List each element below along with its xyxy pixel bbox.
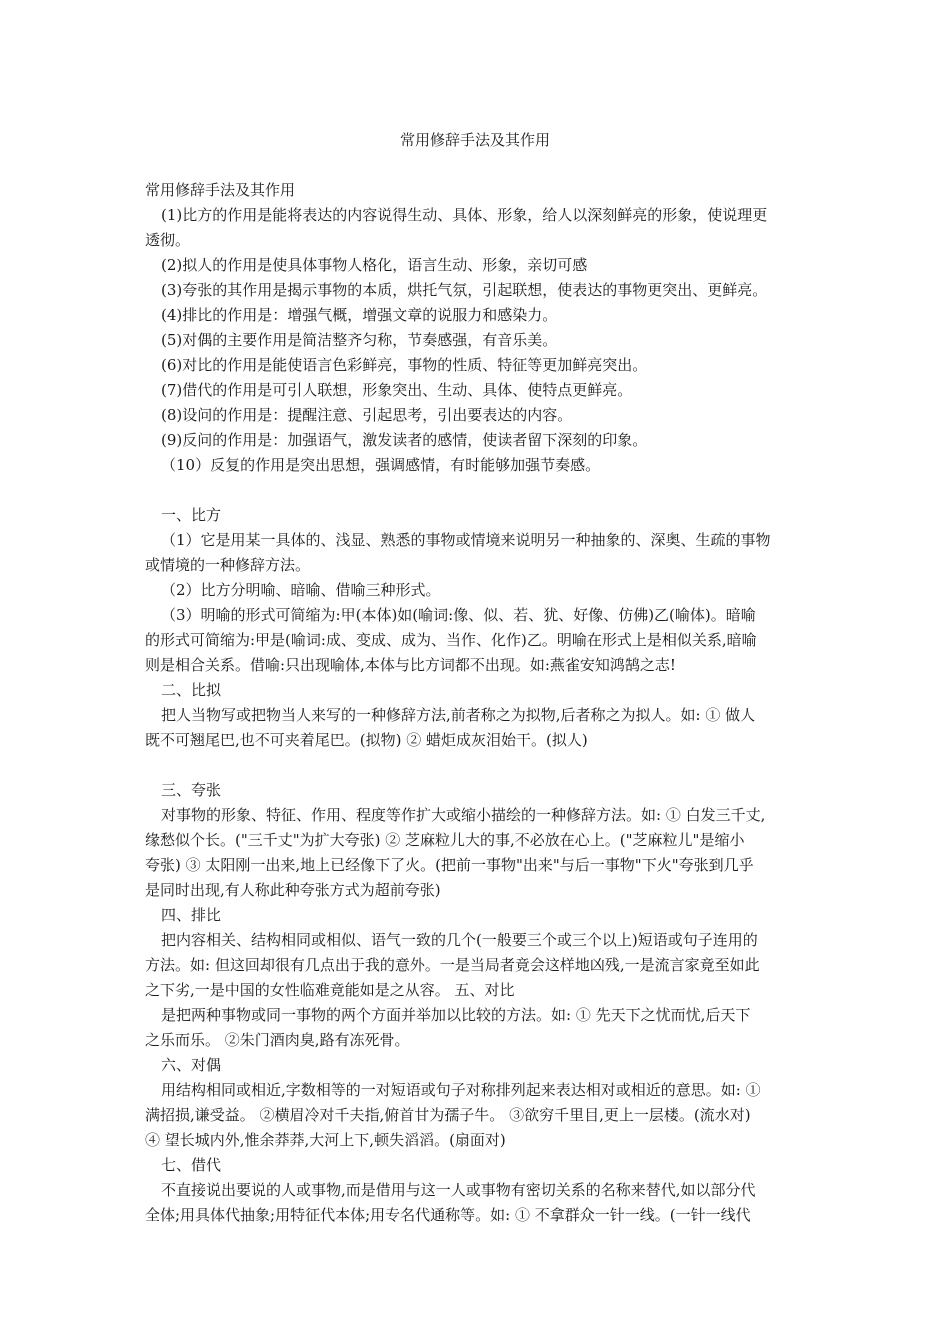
text-line: 之下劣,一是中国的女性临难竟能如是之从容。 五、对比 (145, 981, 515, 999)
text-line: (4)排比的作用是：增强气概，增强文章的说服力和感染力。 (161, 306, 558, 324)
text-line: (9)反问的作用是：加强语气，激发读者的感情，使读者留下深刻的印象。 (161, 431, 648, 449)
text-line: 或情境的一种修辞方法。 (145, 556, 311, 574)
text-line: （10）反复的作用是突出思想，强调感情，有时能够加强节奏感。 (161, 456, 601, 474)
document-title: 常用修辞手法及其作用 (399, 131, 550, 149)
text-line: ④ 望长城内外,惟余莽莽,大河上下,顿失滔滔。(扇面对) (145, 1131, 506, 1149)
text-line: 全体;用具体代抽象;用特征代本体;用专名代通称等。如: ① 不拿群众一针一线。(一针一线代 (145, 1206, 751, 1224)
text-line: 透彻。 (145, 231, 191, 249)
text-line: （1）它是用某一具体的、浅显、熟悉的事物或情境来说明另一种抽象的、深奥、生疏的事物 (161, 531, 771, 549)
text-line: 满招损,谦受益。 ②横眉冷对千夫指,俯首甘为孺子牛。 ③欲穷千里目,更上一层楼。(流水对) (145, 1106, 751, 1124)
text-line: 是把两种事物或同一事物的两个方面并举加以比较的方法。如: ① 先天下之忧而忧,后天下 (161, 1006, 751, 1024)
text-line: (1)比方的作用是能将表达的内容说得生动、具体、形象，给人以深刻鲜亮的形象，使说理更 (161, 206, 768, 224)
text-line: 把人当物写或把物当人来写的一种修辞方法,前者称之为拟物,后者称之为拟人。如: ① 做人 (161, 706, 756, 724)
text-line: 用结构相同或相近,字数相等的一对短语或句子对称排列起来表达相对或相近的意思。如: ① (161, 1081, 761, 1099)
text-line: (3)夸张的其作用是揭示事物的本质，烘托气氛，引起联想，使表达的事物更突出、更鲜亮。 (161, 281, 768, 299)
blank-line (145, 478, 813, 503)
text-line: (2)拟人的作用是使具体事物人格化，语言生动、形象，亲切可感 (161, 256, 588, 274)
text-line: 夸张) ③ 太阳刚一出来,地上已经像下了火。(把前一事物"出来"与后一事物"下火"夸张到几乎 (145, 856, 754, 874)
text-line: 之乐而乐。 ②朱门酒肉臭,路有冻死骨。 (145, 1031, 410, 1049)
text-line: （3）明喻的形式可简缩为:甲(本体)如(喻词:像、似、若、犹、好像、仿佛)乙(喻体)。暗喻 (161, 606, 756, 624)
text-line: 缘愁似个长。("三千丈"为扩大夸张) ② 芝麻粒儿大的事,不必放在心上。("芝麻粒儿"是缩小 (145, 831, 745, 849)
text-line: 是同时出现,有人称此种夸张方式为超前夸张) (145, 881, 441, 899)
text-line: （2）比方分明喻、暗喻、借喻三种形式。 (161, 581, 441, 599)
text-line: 把内容相关、结构相同或相似、语气一致的几个(一般要三个或三个以上)短语或句子连用的 (161, 931, 758, 949)
text-line: (6)对比的作用是能使语言色彩鲜亮，事物的性质、特征等更加鲜亮突出。 (161, 356, 648, 374)
text-line: (8)设问的作用是：提醒注意、引起思考，引出要表达的内容。 (161, 406, 573, 424)
text-line: 七、借代 (161, 1156, 222, 1174)
text-line: 的形式可简缩为:甲是(喻词:成、变成、成为、当作、化作)乙。明喻在形式上是相似关系,暗喻 (145, 631, 757, 649)
blank-line (145, 753, 813, 778)
text-line: 常用修辞手法及其作用 (145, 181, 296, 199)
text-line: (7)借代的作用是可引人联想，形象突出、生动、具体、使特点更鲜亮。 (161, 381, 633, 399)
text-line: (5)对偶的主要作用是简洁整齐匀称，节奏感强，有音乐美。 (161, 331, 558, 349)
document-body (145, 178, 813, 1228)
text-line: 二、比拟 (161, 681, 222, 699)
text-line: 不直接说出要说的人或事物,而是借用与这一人或事物有密切关系的名称来替代,如以部分代 (161, 1181, 756, 1199)
text-line: 六、对偶 (161, 1056, 222, 1074)
text-line: 四、排比 (161, 906, 222, 924)
text-line: 则是相合关系。借喻:只出现喻体,本体与比方词都不出现。如:燕雀安知鸿鹄之志! (145, 656, 676, 674)
text-line: 既不可翘尾巴,也不可夹着尾巴。(拟物) ② 蜡炬成灰泪始干。(拟人) (145, 731, 588, 749)
text-line: 方法。如: 但这回却很有几点出于我的意外。一是当局者竟会这样地凶残,一是流言家竟至如此 (145, 956, 760, 974)
text-line: 一、比方 (161, 506, 222, 524)
text-line: 对事物的形象、特征、作用、程度等作扩大或缩小描绘的一种修辞方法。如: ① 白发三千丈, (161, 806, 766, 824)
text-line: 三、夸张 (161, 781, 222, 799)
